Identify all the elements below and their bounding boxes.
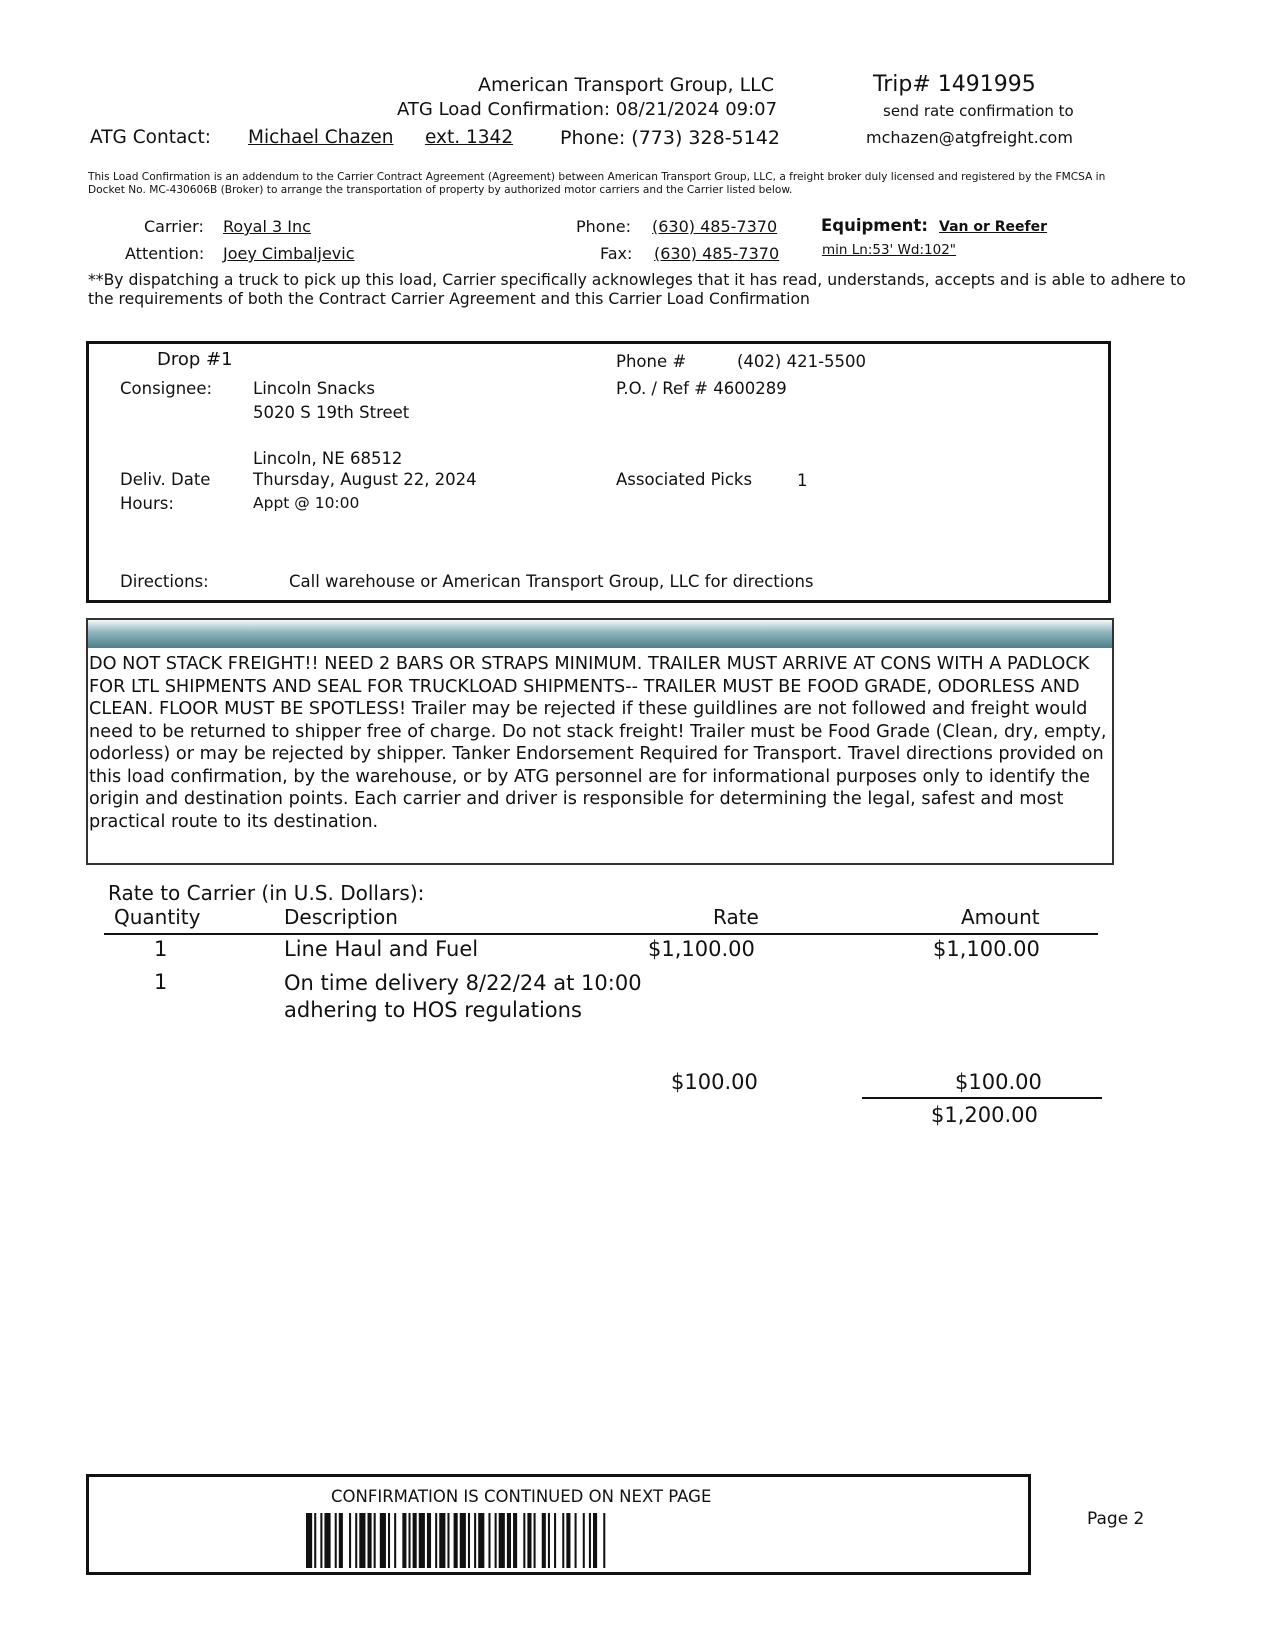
drop-details-box bbox=[86, 341, 1111, 603]
barcode-bar bbox=[474, 1513, 476, 1568]
atg-contact-phone: Phone: (773) 328-5142 bbox=[560, 127, 780, 149]
barcode-bar bbox=[575, 1513, 577, 1568]
row-1-amount: $1,100.00 bbox=[933, 937, 1040, 961]
atg-contact-label: ATG Contact: bbox=[90, 127, 211, 148]
barcode-bar bbox=[339, 1513, 343, 1568]
barcode-bar bbox=[314, 1513, 316, 1568]
barcode-bar bbox=[380, 1513, 386, 1568]
barcode-bar bbox=[355, 1513, 357, 1568]
consignee-address: 5020 S 19th Street bbox=[253, 403, 410, 422]
barcode-bar bbox=[593, 1513, 597, 1568]
equipment-type: Van or Reefer bbox=[939, 219, 1048, 235]
barcode-bar bbox=[499, 1513, 505, 1568]
barcode-bar bbox=[534, 1513, 536, 1568]
barcode-bar bbox=[562, 1513, 564, 1568]
column-header-rate: Rate bbox=[713, 905, 759, 929]
row-2-amount: $100.00 bbox=[955, 1070, 1042, 1094]
carrier-fax-label: Fax: bbox=[600, 244, 633, 263]
drop-title: Drop #1 bbox=[157, 349, 233, 370]
barcode-bar bbox=[359, 1513, 365, 1568]
barcode-bar bbox=[542, 1513, 546, 1568]
company-name: American Transport Group, LLC bbox=[478, 74, 775, 96]
row-2-description: On time delivery 8/22/24 at 10:00 adhering to HOS regulations bbox=[284, 971, 642, 1022]
send-rate-note: send rate confirmation to bbox=[883, 102, 1074, 120]
equipment-dimensions: min Ln:53' Wd:102" bbox=[822, 242, 956, 258]
row-1-description: Line Haul and Fuel bbox=[284, 937, 479, 961]
barcode-bar bbox=[335, 1513, 337, 1568]
barcode-bar bbox=[589, 1513, 591, 1568]
trip-number: Trip# 1491995 bbox=[873, 72, 1036, 97]
instructions-header-bar bbox=[88, 620, 1112, 648]
barcode-bar bbox=[439, 1513, 445, 1568]
legal-disclaimer: This Load Confirmation is an addendum to the Carrier Contract Agreement (Agreement) between American Transport Group, LLC, a freight broker duly licensed and registered by the FMCSA in Docket No. MC-430606B (Broker) to arrange the transportation of property by authorized motor carriers and the Carrier listed below. bbox=[88, 171, 1106, 196]
barcode-bar bbox=[324, 1513, 330, 1568]
barcode-bar bbox=[394, 1513, 396, 1568]
consignee-phone: (402) 421-5500 bbox=[737, 352, 867, 371]
po-reference: P.O. / Ref # 4600289 bbox=[616, 379, 787, 398]
barcode-bar bbox=[435, 1513, 437, 1568]
rate-table-title: Rate to Carrier (in U.S. Dollars): bbox=[108, 881, 425, 905]
barcode-bar bbox=[402, 1513, 406, 1568]
dispatch-acknowledgement: **By dispatching a truck to pick up this load, Carrier specifically acknowleges that it has read, understands, accepts and is able to adhere to the requirements of both the Contract Carrier Agreement and this Carrier Load Confirmation bbox=[88, 271, 1186, 308]
consignee-name: Lincoln Snacks bbox=[253, 379, 375, 398]
equipment-label: Equipment: bbox=[821, 216, 928, 235]
row-2-rate: $100.00 bbox=[671, 1070, 758, 1094]
barcode-bar bbox=[495, 1513, 497, 1568]
barcode-bar bbox=[374, 1513, 376, 1568]
barcode-bar bbox=[468, 1513, 470, 1568]
barcode-bar bbox=[306, 1513, 312, 1568]
attention-name: Joey Cimbaljevic bbox=[223, 244, 355, 263]
atg-contact-name: Michael Chazen bbox=[248, 127, 394, 148]
row-2-quantity: 1 bbox=[154, 970, 168, 994]
barcode-bar bbox=[349, 1513, 351, 1568]
barcode-bar bbox=[583, 1513, 585, 1568]
barcode-bar bbox=[554, 1513, 556, 1568]
barcode-bar bbox=[409, 1513, 411, 1568]
column-header-quantity: Quantity bbox=[114, 905, 201, 929]
consignee-city: Lincoln, NE 68512 bbox=[253, 449, 403, 468]
carrier-phone: (630) 485-7370 bbox=[652, 217, 778, 236]
page-number: Page 2 bbox=[1087, 1509, 1145, 1529]
associated-picks-label: Associated Picks bbox=[616, 470, 753, 489]
barcode-bar bbox=[523, 1513, 525, 1568]
continued-notice: CONFIRMATION IS CONTINUED ON NEXT PAGE bbox=[331, 1487, 712, 1506]
barcode-bar bbox=[513, 1513, 517, 1568]
barcode-bar bbox=[368, 1513, 372, 1568]
barcode-bar bbox=[320, 1513, 322, 1568]
atg-contact-ext: ext. 1342 bbox=[425, 127, 514, 148]
barcode-bar bbox=[566, 1513, 570, 1568]
carrier-name: Royal 3 Inc bbox=[223, 217, 311, 236]
delivery-date-label: Deliv. Date bbox=[120, 470, 211, 489]
directions-label: Directions: bbox=[120, 572, 209, 591]
total-rule bbox=[862, 1097, 1102, 1099]
load-confirmation-date: ATG Load Confirmation: 08/21/2024 09:07 bbox=[397, 99, 778, 120]
barcode-bar bbox=[388, 1513, 390, 1568]
consignee-phone-label: Phone # bbox=[616, 352, 687, 371]
carrier-phone-label: Phone: bbox=[576, 217, 631, 236]
carrier-fax: (630) 485-7370 bbox=[654, 244, 780, 263]
carrier-label: Carrier: bbox=[144, 217, 204, 236]
associated-picks-count: 1 bbox=[797, 471, 808, 490]
barcode-bar bbox=[413, 1513, 417, 1568]
barcode-bar bbox=[507, 1513, 511, 1568]
barcode-bar bbox=[603, 1513, 605, 1568]
rate-total: $1,200.00 bbox=[931, 1103, 1038, 1127]
barcode-bar bbox=[460, 1513, 466, 1568]
row-1-quantity: 1 bbox=[154, 937, 168, 961]
barcode-bar bbox=[419, 1513, 425, 1568]
consignee-label: Consignee: bbox=[120, 379, 213, 398]
atg-contact-email[interactable]: mchazen@atgfreight.com bbox=[866, 128, 1073, 147]
barcode-bar bbox=[478, 1513, 484, 1568]
column-header-amount: Amount bbox=[961, 905, 1040, 929]
barcode-image bbox=[306, 1513, 811, 1568]
row-1-rate: $1,100.00 bbox=[648, 937, 755, 961]
barcode-bar bbox=[527, 1513, 531, 1568]
barcode-bar bbox=[447, 1513, 449, 1568]
column-header-description: Description bbox=[284, 905, 398, 929]
barcode-bar bbox=[427, 1513, 431, 1568]
delivery-date: Thursday, August 22, 2024 bbox=[253, 470, 477, 489]
table-header-rule bbox=[104, 933, 1098, 935]
barcode-bar bbox=[488, 1513, 490, 1568]
delivery-hours: Appt @ 10:00 bbox=[253, 494, 360, 512]
attention-label: Attention: bbox=[125, 244, 205, 263]
barcode-bar bbox=[454, 1513, 458, 1568]
barcode-bar bbox=[548, 1513, 550, 1568]
directions-text: Call warehouse or American Transport Group, LLC for directions bbox=[289, 572, 814, 591]
special-instructions-text: DO NOT STACK FREIGHT!! NEED 2 BARS OR STRAPS MINIMUM. TRAILER MUST ARRIVE AT CONS WITH A PADLOCK FOR LTL SHIPMENTS AND SEAL FOR TRUCKLOAD SHIPMENTS-- TRAILER MUST BE FOOD GRADE, ODORLESS AND CLEAN. FLOOR MUST BE SPOTLESS! Trailer may be rejected if these guildlines are not followed and freight would need to be returned to shipper free of charge. Do not stack freight! Trailer must be Food Grade (Clean, dry, empty, odorless) or may be rejected by shipper. Tanker Endorsement Required for Transport. Travel directions provided on this load confirmation, by the warehouse, or by ATG personnel are for informational purposes only to identify the origin and destination points. Each carrier and driver is responsible for determining the legal, safest and most practical route to its destination. bbox=[89, 654, 1107, 832]
hours-label: Hours: bbox=[120, 494, 174, 513]
